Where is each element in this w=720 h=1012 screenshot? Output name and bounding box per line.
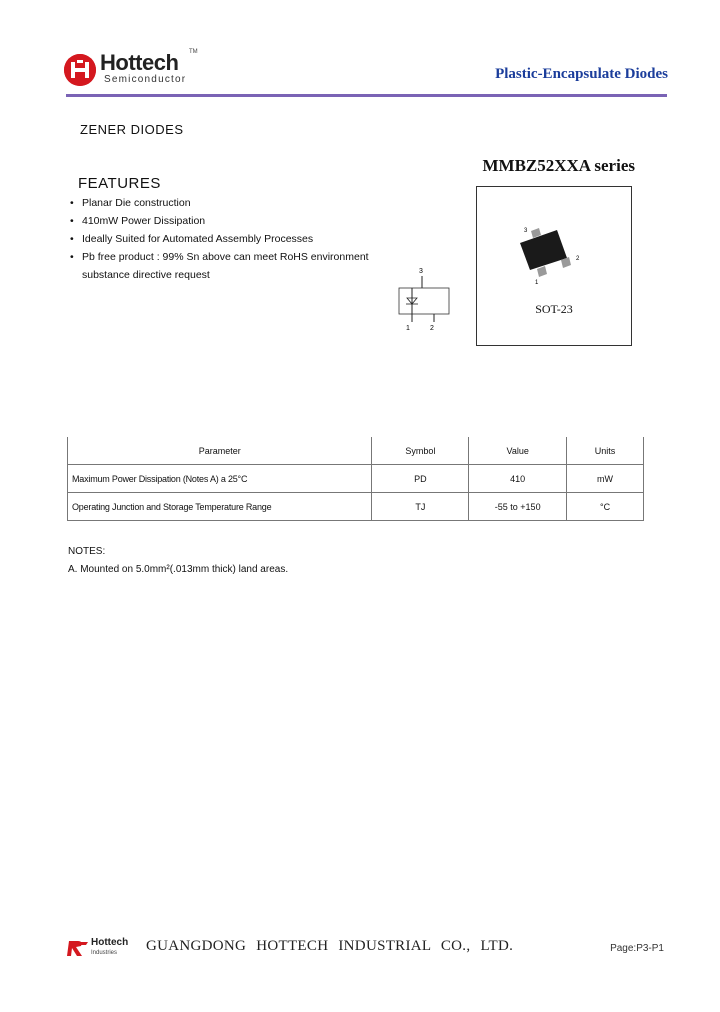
footer-logo-icon: [66, 938, 90, 958]
table-row: [68, 465, 644, 493]
bullet-icon: •: [70, 197, 74, 209]
hottech-logo-icon: [64, 54, 96, 86]
list-item: • Planar Die construction: [70, 194, 380, 212]
table-cell: TJ: [372, 493, 469, 521]
brand-subtitle: Semiconductor: [104, 74, 187, 85]
list-item: • Ideally Suited for Automated Assembly Processes: [70, 230, 380, 248]
list-item: • 410mW Power Dissipation: [70, 212, 380, 230]
sot23-package-icon: [515, 222, 587, 284]
schematic-pin1-label: 1: [406, 325, 410, 332]
page-number: Page:P3-P1: [610, 943, 664, 954]
table-cell: Operating Junction and Storage Temperature Range: [68, 493, 372, 521]
table-cell: mW: [567, 465, 644, 493]
series-title: MMBZ52XXA series: [482, 156, 635, 175]
footer-brand-subtitle: Industries: [91, 950, 118, 956]
schematic-pin3-label: 3: [419, 268, 423, 275]
table-cell: -55 to +150: [469, 493, 567, 521]
brand-trademark: TM: [189, 49, 198, 55]
header-divider: [66, 94, 667, 97]
package-pin2-label: 2: [576, 256, 580, 262]
ratings-table: [67, 437, 644, 521]
list-item: • Pb free product : 99% Sn above can meet RoHS environment substance directive request: [70, 248, 380, 284]
brand-name: Hottech: [100, 50, 179, 75]
column-header-units: Units: [567, 437, 644, 465]
document-type-title: Plastic-Encapsulate Diodes: [495, 66, 668, 82]
package-label: SOT-23: [535, 302, 573, 316]
column-header-parameter: Parameter: [68, 437, 372, 465]
features-heading: FEATURES: [78, 175, 161, 192]
column-header-value: Value: [469, 437, 567, 465]
zener-schematic-diagram: [394, 264, 466, 334]
features-list: [70, 194, 380, 284]
footer-company-name: GUANGDONG HOTTECH INDUSTRIAL CO., LTD.: [146, 938, 514, 954]
table-row: [68, 493, 644, 521]
table-cell: °C: [567, 493, 644, 521]
schematic-pin2-label: 2: [430, 325, 434, 332]
bullet-icon: •: [70, 233, 74, 245]
notes-title: NOTES:: [68, 546, 106, 557]
table-header-row: [68, 437, 644, 465]
bullet-icon: •: [70, 215, 74, 227]
footer-brand-name: Hottech: [91, 937, 129, 948]
table-cell: Maximum Power Dissipation (Notes A) a 25°C: [68, 465, 372, 493]
column-header-symbol: Symbol: [372, 437, 469, 465]
package-pin1-label: 1: [535, 280, 539, 284]
section-title: ZENER DIODES: [80, 122, 184, 137]
bullet-icon: •: [70, 251, 74, 263]
table-cell: 410: [469, 465, 567, 493]
package-pin3-label: 3: [524, 228, 528, 234]
table-cell: PD: [372, 465, 469, 493]
note-a: A. Mounted on 5.0mm²(.013mm thick) land areas.: [68, 564, 289, 575]
